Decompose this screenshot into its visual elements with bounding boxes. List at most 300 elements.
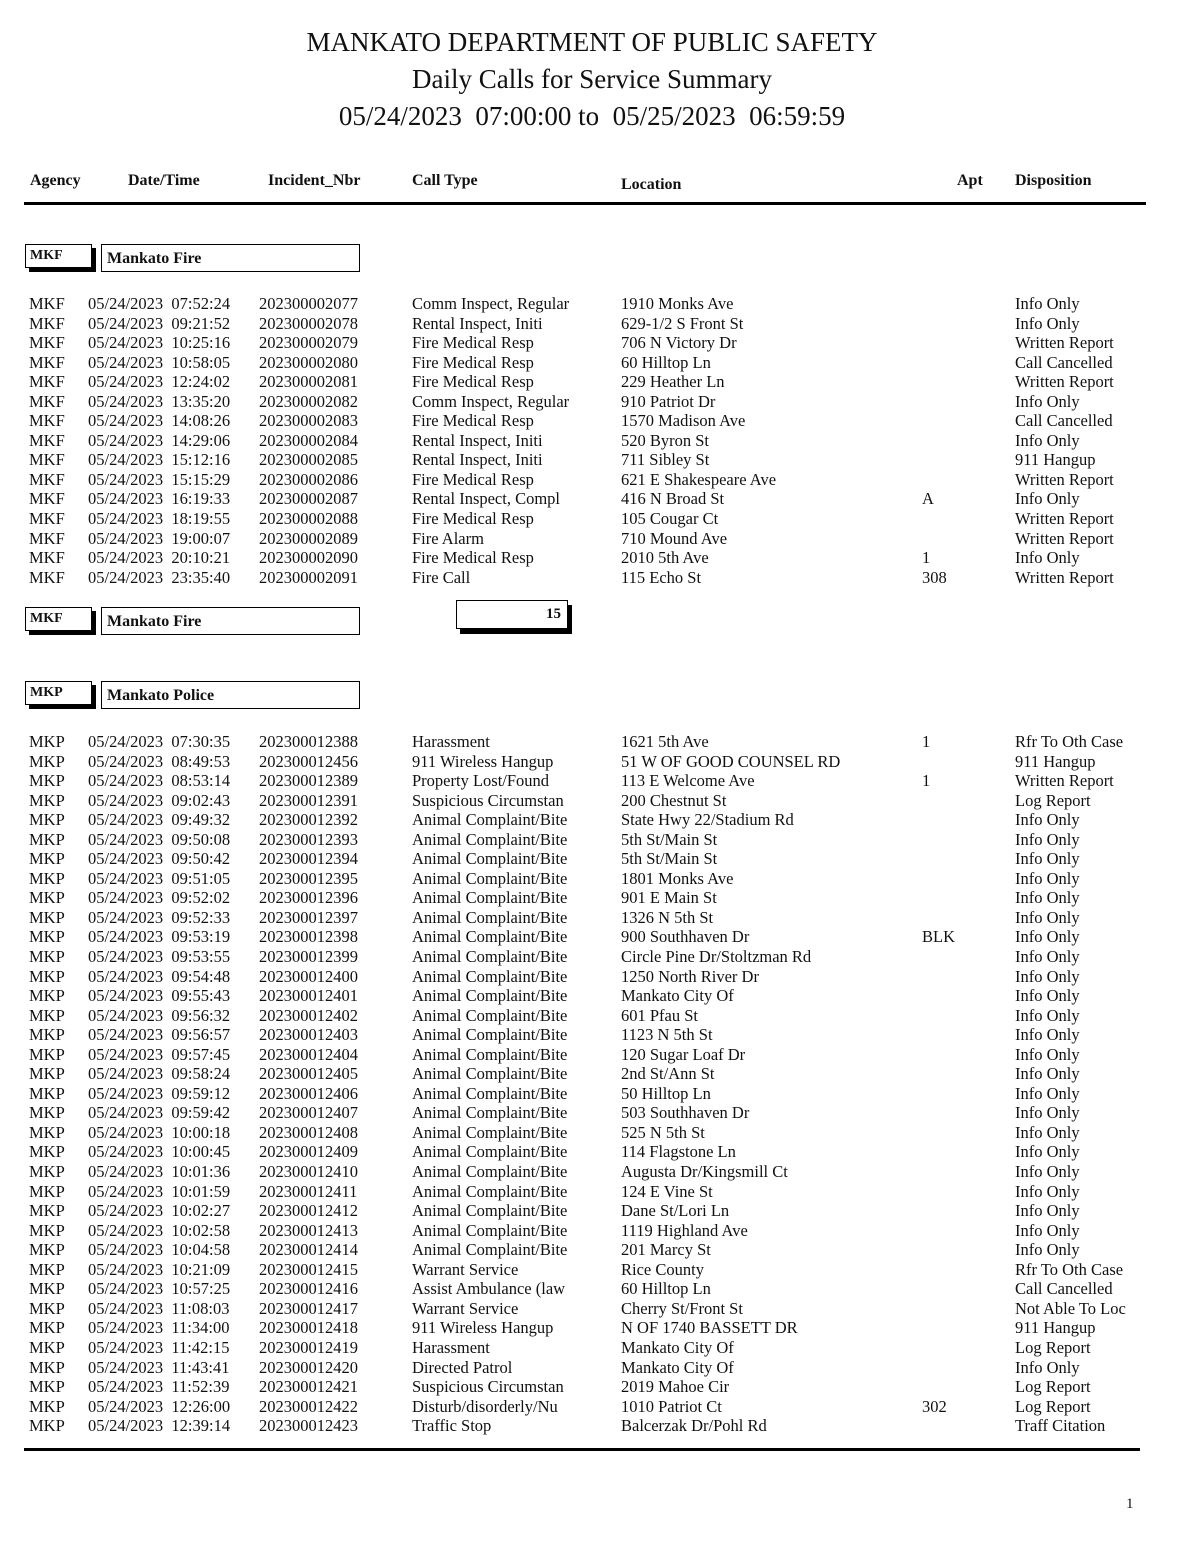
location-cell: 1250 North River Dr bbox=[621, 966, 759, 986]
apt-cell: 1 bbox=[922, 732, 931, 751]
incident-cell: 202300012392 bbox=[259, 810, 358, 830]
location-cell: 1621 5th Ave bbox=[621, 732, 709, 751]
datetime-cell: 05/24/2023 09:02:43 bbox=[88, 790, 231, 810]
table-row bbox=[0, 509, 1200, 529]
location-cell: 1570 Madison Ave bbox=[621, 411, 746, 431]
disposition-cell: Written Report bbox=[1015, 333, 1114, 353]
disposition-cell: Log Report bbox=[1015, 790, 1091, 810]
disposition-cell: Info Only bbox=[1015, 294, 1080, 313]
incident-cell: 202300012410 bbox=[259, 1162, 358, 1182]
location-cell: 901 E Main St bbox=[621, 888, 717, 908]
incident-cell: 202300012414 bbox=[259, 1240, 358, 1260]
datetime-cell: 05/24/2023 08:53:14 bbox=[88, 771, 231, 791]
incident-cell: 202300012389 bbox=[259, 771, 358, 791]
datetime-cell: 05/24/2023 10:00:45 bbox=[88, 1142, 231, 1162]
agency-cell: MKF bbox=[29, 469, 65, 489]
apt-cell: BLK bbox=[922, 927, 955, 947]
call-type-cell: Animal Complaint/Bite bbox=[412, 1142, 568, 1162]
location-cell: Mankato City Of bbox=[621, 1357, 734, 1377]
table-row bbox=[0, 1240, 1200, 1260]
datetime-cell: 05/24/2023 12:26:00 bbox=[88, 1396, 231, 1416]
agency-cell: MKP bbox=[29, 829, 65, 849]
location-cell: 60 Hilltop Ln bbox=[621, 352, 711, 372]
agency-cell: MKP bbox=[29, 1220, 65, 1240]
location-cell: Circle Pine Dr/Stoltzman Rd bbox=[621, 947, 812, 967]
datetime-cell: 05/24/2023 09:54:48 bbox=[88, 966, 231, 986]
disposition-cell: Info Only bbox=[1015, 849, 1080, 869]
datetime-cell: 05/24/2023 11:08:03 bbox=[88, 1298, 230, 1318]
disposition-cell: Call Cancelled bbox=[1015, 411, 1113, 431]
table-row bbox=[0, 294, 1200, 314]
column-header-incident: Incident_Nbr bbox=[268, 172, 361, 189]
datetime-cell: 05/24/2023 07:30:35 bbox=[88, 732, 231, 751]
incident-cell: 202300002090 bbox=[259, 548, 358, 568]
table-row bbox=[0, 752, 1200, 772]
call-type-cell: Fire Medical Resp bbox=[412, 509, 534, 529]
incident-cell: 202300012421 bbox=[259, 1377, 358, 1397]
disposition-cell: Not Able To Loc bbox=[1015, 1298, 1126, 1318]
datetime-cell: 05/24/2023 09:58:24 bbox=[88, 1064, 231, 1084]
disposition-cell: Written Report bbox=[1015, 509, 1114, 529]
table-row bbox=[0, 830, 1200, 850]
call-type-cell: Harassment bbox=[412, 732, 490, 751]
location-cell: 50 Hilltop Ln bbox=[621, 1083, 711, 1103]
datetime-cell: 05/24/2023 09:53:19 bbox=[88, 927, 231, 947]
apt-cell: A bbox=[922, 489, 934, 509]
table-row bbox=[0, 1045, 1200, 1065]
call-type-cell: Animal Complaint/Bite bbox=[412, 1122, 568, 1142]
datetime-cell: 05/24/2023 09:51:05 bbox=[88, 868, 231, 888]
disposition-cell: Traff Citation bbox=[1015, 1416, 1106, 1436]
location-cell: 201 Marcy St bbox=[621, 1240, 711, 1260]
datetime-cell: 05/24/2023 18:19:55 bbox=[88, 509, 231, 529]
table-row bbox=[0, 548, 1200, 568]
table-row bbox=[0, 1377, 1200, 1397]
location-cell: 114 Flagstone Ln bbox=[621, 1142, 736, 1162]
location-cell: Balcerzak Dr/Pohl Rd bbox=[621, 1416, 767, 1436]
datetime-cell: 05/24/2023 10:21:09 bbox=[88, 1259, 231, 1279]
incident-cell: 202300012409 bbox=[259, 1142, 358, 1162]
disposition-cell: Info Only bbox=[1015, 888, 1080, 908]
call-type-cell: Comm Inspect, Regular bbox=[412, 391, 570, 411]
report-title: MANKATO DEPARTMENT OF PUBLIC SAFETY bbox=[306, 27, 878, 57]
fire-call-list bbox=[0, 294, 1200, 587]
datetime-cell: 05/24/2023 11:43:41 bbox=[88, 1357, 230, 1377]
incident-cell: 202300002089 bbox=[259, 528, 358, 548]
datetime-cell: 05/24/2023 09:56:32 bbox=[88, 1005, 231, 1025]
disposition-cell: Info Only bbox=[1015, 868, 1080, 888]
disposition-cell: Log Report bbox=[1015, 1377, 1091, 1397]
table-row bbox=[0, 927, 1200, 947]
agency-cell: MKP bbox=[29, 790, 65, 810]
location-cell: 706 N Victory Dr bbox=[621, 333, 737, 353]
datetime-cell: 05/24/2023 10:02:58 bbox=[88, 1220, 231, 1240]
incident-cell: 202300012412 bbox=[259, 1201, 358, 1221]
disposition-cell: Info Only bbox=[1015, 1201, 1080, 1221]
table-row bbox=[0, 1318, 1200, 1338]
call-type-cell: Animal Complaint/Bite bbox=[412, 947, 568, 967]
disposition-cell: Info Only bbox=[1015, 548, 1080, 568]
call-type-cell: Warrant Service bbox=[412, 1259, 519, 1279]
datetime-cell: 05/24/2023 08:49:53 bbox=[88, 751, 231, 771]
fire-agency-name-box: Mankato Fire bbox=[101, 244, 360, 272]
location-cell: 200 Chestnut St bbox=[621, 790, 727, 810]
agency-cell: MKP bbox=[29, 1122, 65, 1142]
incident-cell: 202300012423 bbox=[259, 1416, 358, 1436]
table-row bbox=[0, 1064, 1200, 1084]
column-header-datetime: Date/Time bbox=[128, 172, 200, 189]
location-cell: 1910 Monks Ave bbox=[621, 294, 734, 313]
call-type-cell: Assist Ambulance (law bbox=[412, 1279, 566, 1299]
datetime-cell: 05/24/2023 10:00:18 bbox=[88, 1122, 231, 1142]
datetime-cell: 05/24/2023 09:49:32 bbox=[88, 810, 231, 830]
datetime-cell: 05/24/2023 09:50:42 bbox=[88, 849, 231, 869]
disposition-cell: 911 Hangup bbox=[1015, 450, 1096, 470]
agency-cell: MKP bbox=[29, 927, 65, 947]
location-cell: 2019 Mahoe Cir bbox=[621, 1377, 730, 1397]
table-row bbox=[0, 431, 1200, 451]
incident-cell: 202300012456 bbox=[259, 751, 358, 771]
call-type-cell: Animal Complaint/Bite bbox=[412, 1064, 568, 1084]
disposition-cell: Info Only bbox=[1015, 391, 1080, 411]
datetime-cell: 05/24/2023 09:56:57 bbox=[88, 1025, 231, 1045]
location-cell: Mankato City Of bbox=[621, 1337, 734, 1357]
disposition-cell: Info Only bbox=[1015, 1220, 1080, 1240]
disposition-cell: Info Only bbox=[1015, 1142, 1080, 1162]
location-cell: Dane St/Lori Ln bbox=[621, 1201, 730, 1221]
location-cell: Cherry St/Front St bbox=[621, 1298, 743, 1318]
call-type-cell: Animal Complaint/Bite bbox=[412, 1044, 568, 1064]
call-type-cell: Property Lost/Found bbox=[412, 771, 550, 791]
datetime-cell: 05/24/2023 09:57:45 bbox=[88, 1044, 231, 1064]
agency-cell: MKF bbox=[29, 509, 65, 529]
agency-cell: MKP bbox=[29, 966, 65, 986]
agency-cell: MKP bbox=[29, 1318, 65, 1338]
incident-cell: 202300002084 bbox=[259, 430, 358, 450]
disposition-cell: Call Cancelled bbox=[1015, 1279, 1113, 1299]
table-row bbox=[0, 869, 1200, 889]
datetime-cell: 05/24/2023 11:42:15 bbox=[88, 1337, 230, 1357]
apt-cell: 302 bbox=[922, 1396, 947, 1416]
table-row bbox=[0, 1084, 1200, 1104]
disposition-cell: Info Only bbox=[1015, 313, 1080, 333]
agency-cell: MKP bbox=[29, 1025, 65, 1045]
disposition-cell: Info Only bbox=[1015, 430, 1080, 450]
agency-cell: MKF bbox=[29, 528, 65, 548]
incident-cell: 202300012413 bbox=[259, 1220, 358, 1240]
call-type-cell: Animal Complaint/Bite bbox=[412, 1181, 568, 1201]
fire-call-count-box: 15 bbox=[456, 600, 568, 629]
incident-cell: 202300002088 bbox=[259, 509, 358, 529]
incident-cell: 202300012391 bbox=[259, 790, 358, 810]
location-cell: 520 Byron St bbox=[621, 430, 710, 450]
location-cell: 5th St/Main St bbox=[621, 849, 718, 869]
call-type-cell: Animal Complaint/Bite bbox=[412, 810, 568, 830]
disposition-cell: 911 Hangup bbox=[1015, 751, 1096, 771]
location-cell: 2010 5th Ave bbox=[621, 548, 709, 568]
agency-cell: MKP bbox=[29, 1044, 65, 1064]
call-type-cell: Animal Complaint/Bite bbox=[412, 1083, 568, 1103]
column-header-disposition: Disposition bbox=[1015, 172, 1092, 189]
table-row bbox=[0, 1221, 1200, 1241]
location-cell: 416 N Broad St bbox=[621, 489, 725, 509]
incident-cell: 202300012417 bbox=[259, 1298, 358, 1318]
disposition-cell: Info Only bbox=[1015, 966, 1080, 986]
location-cell: 503 Southhaven Dr bbox=[621, 1103, 750, 1123]
incident-cell: 202300002082 bbox=[259, 391, 358, 411]
datetime-cell: 05/24/2023 23:35:40 bbox=[88, 567, 231, 587]
agency-cell: MKP bbox=[29, 1240, 65, 1260]
agency-cell: MKF bbox=[29, 548, 65, 568]
agency-cell: MKF bbox=[29, 391, 65, 411]
incident-cell: 202300012388 bbox=[259, 732, 358, 751]
location-cell: 621 E Shakespeare Ave bbox=[621, 469, 777, 489]
agency-cell: MKF bbox=[29, 313, 65, 333]
incident-cell: 202300002085 bbox=[259, 450, 358, 470]
table-row bbox=[0, 1162, 1200, 1182]
agency-cell: MKP bbox=[29, 1162, 65, 1182]
incident-cell: 202300002078 bbox=[259, 313, 358, 333]
table-row bbox=[0, 1025, 1200, 1045]
location-cell: 1801 Monks Ave bbox=[621, 868, 734, 888]
table-row bbox=[0, 771, 1200, 791]
table-row bbox=[0, 1142, 1200, 1162]
table-row bbox=[0, 450, 1200, 470]
table-row bbox=[0, 967, 1200, 987]
location-cell: 115 Echo St bbox=[621, 567, 702, 587]
location-cell: N OF 1740 BASSETT DR bbox=[621, 1318, 798, 1338]
datetime-cell: 05/24/2023 10:02:27 bbox=[88, 1201, 231, 1221]
agency-cell: MKP bbox=[29, 1201, 65, 1221]
agency-cell: MKP bbox=[29, 868, 65, 888]
location-cell: 60 Hilltop Ln bbox=[621, 1279, 711, 1299]
call-type-cell: Animal Complaint/Bite bbox=[412, 1201, 568, 1221]
location-cell: 2nd St/Ann St bbox=[621, 1064, 715, 1084]
fire-footer-name-box: Mankato Fire bbox=[101, 607, 360, 635]
datetime-cell: 05/24/2023 14:08:26 bbox=[88, 411, 231, 431]
call-type-cell: Traffic Stop bbox=[412, 1416, 492, 1436]
incident-cell: 202300012399 bbox=[259, 947, 358, 967]
call-type-cell: Rental Inspect, Initi bbox=[412, 450, 543, 470]
agency-cell: MKP bbox=[29, 888, 65, 908]
incident-cell: 202300002086 bbox=[259, 469, 358, 489]
call-type-cell: Fire Medical Resp bbox=[412, 411, 534, 431]
datetime-cell: 05/24/2023 09:52:02 bbox=[88, 888, 231, 908]
call-type-cell: 911 Wireless Hangup bbox=[412, 751, 554, 771]
agency-cell: MKP bbox=[29, 986, 65, 1006]
agency-cell: MKP bbox=[29, 1142, 65, 1162]
table-row bbox=[0, 333, 1200, 353]
call-type-cell: Suspicious Circumstan bbox=[412, 790, 564, 810]
police-agency-code-box: MKP bbox=[25, 681, 92, 705]
location-cell: 105 Cougar Ct bbox=[621, 509, 719, 529]
table-row bbox=[0, 986, 1200, 1006]
call-type-cell: Disturb/disorderly/Nu bbox=[412, 1396, 558, 1416]
report-date-range: 05/24/2023 07:00:00 to 05/25/2023 06:59:59 bbox=[338, 101, 846, 131]
location-cell: 525 N 5th St bbox=[621, 1122, 705, 1142]
location-cell: 120 Sugar Loaf Dr bbox=[621, 1044, 746, 1064]
table-row bbox=[0, 529, 1200, 549]
agency-cell: MKP bbox=[29, 1377, 65, 1397]
datetime-cell: 05/24/2023 10:04:58 bbox=[88, 1240, 231, 1260]
incident-cell: 202300012402 bbox=[259, 1005, 358, 1025]
disposition-cell: Written Report bbox=[1015, 771, 1114, 791]
call-type-cell: Directed Patrol bbox=[412, 1357, 513, 1377]
location-cell: 601 Pfau St bbox=[621, 1005, 699, 1025]
location-cell: Augusta Dr/Kingsmill Ct bbox=[621, 1162, 788, 1182]
datetime-cell: 05/24/2023 11:34:00 bbox=[88, 1318, 230, 1338]
datetime-cell: 05/24/2023 20:10:21 bbox=[88, 548, 231, 568]
table-row bbox=[0, 908, 1200, 928]
disposition-cell: Info Only bbox=[1015, 1005, 1080, 1025]
table-row bbox=[0, 1182, 1200, 1202]
incident-cell: 202300012396 bbox=[259, 888, 358, 908]
datetime-cell: 05/24/2023 11:52:39 bbox=[88, 1377, 230, 1397]
table-row bbox=[0, 1201, 1200, 1221]
location-cell: 710 Mound Ave bbox=[621, 528, 728, 548]
call-type-cell: Suspicious Circumstan bbox=[412, 1377, 564, 1397]
agency-cell: MKP bbox=[29, 1416, 65, 1436]
incident-cell: 202300012393 bbox=[259, 829, 358, 849]
location-cell: 910 Patriot Dr bbox=[621, 391, 716, 411]
call-type-cell: Comm Inspect, Regular bbox=[412, 294, 570, 313]
disposition-cell: Info Only bbox=[1015, 1103, 1080, 1123]
agency-cell: MKF bbox=[29, 352, 65, 372]
incident-cell: 202300002081 bbox=[259, 372, 358, 392]
disposition-cell: Info Only bbox=[1015, 829, 1080, 849]
disposition-cell: Info Only bbox=[1015, 947, 1080, 967]
call-type-cell: Fire Medical Resp bbox=[412, 352, 534, 372]
datetime-cell: 05/24/2023 10:58:05 bbox=[88, 352, 231, 372]
agency-cell: MKP bbox=[29, 1279, 65, 1299]
disposition-cell: Info Only bbox=[1015, 927, 1080, 947]
police-agency-name-box: Mankato Police bbox=[101, 681, 360, 709]
agency-cell: MKP bbox=[29, 849, 65, 869]
call-type-cell: Animal Complaint/Bite bbox=[412, 966, 568, 986]
location-cell: 711 Sibley St bbox=[621, 450, 710, 470]
column-header-apt: Apt bbox=[957, 172, 983, 189]
disposition-cell: Written Report bbox=[1015, 372, 1114, 392]
incident-cell: 202300012418 bbox=[259, 1318, 358, 1338]
table-row bbox=[0, 810, 1200, 830]
column-header-agency: Agency bbox=[30, 172, 81, 189]
table-row bbox=[0, 353, 1200, 373]
call-type-cell: Animal Complaint/Bite bbox=[412, 849, 568, 869]
location-cell: 113 E Welcome Ave bbox=[621, 771, 755, 791]
header-divider bbox=[24, 202, 1146, 205]
incident-cell: 202300012395 bbox=[259, 868, 358, 888]
datetime-cell: 05/24/2023 07:52:24 bbox=[88, 294, 231, 313]
datetime-cell: 05/24/2023 12:39:14 bbox=[88, 1416, 231, 1436]
table-row bbox=[0, 470, 1200, 490]
incident-cell: 202300012411 bbox=[259, 1181, 358, 1201]
call-type-cell: Animal Complaint/Bite bbox=[412, 986, 568, 1006]
agency-cell: MKP bbox=[29, 1259, 65, 1279]
table-row bbox=[0, 1338, 1200, 1358]
location-cell: 629-1/2 S Front St bbox=[621, 313, 744, 333]
disposition-cell: Info Only bbox=[1015, 810, 1080, 830]
table-row bbox=[0, 791, 1200, 811]
table-row bbox=[0, 947, 1200, 967]
report-title-block bbox=[0, 24, 1184, 135]
disposition-cell: Call Cancelled bbox=[1015, 352, 1113, 372]
call-type-cell: Fire Medical Resp bbox=[412, 333, 534, 353]
apt-cell: 1 bbox=[922, 548, 931, 568]
incident-cell: 202300012420 bbox=[259, 1357, 358, 1377]
report-subtitle: Daily Calls for Service Summary bbox=[412, 64, 772, 94]
agency-cell: MKP bbox=[29, 810, 65, 830]
location-cell: 1123 N 5th St bbox=[621, 1025, 713, 1045]
incident-cell: 202300012398 bbox=[259, 927, 358, 947]
incident-cell: 202300012415 bbox=[259, 1259, 358, 1279]
call-type-cell: Animal Complaint/Bite bbox=[412, 1240, 568, 1260]
call-type-cell: Animal Complaint/Bite bbox=[412, 927, 568, 947]
table-row bbox=[0, 1279, 1200, 1299]
location-cell: 51 W OF GOOD COUNSEL RD bbox=[621, 751, 841, 771]
agency-cell: MKP bbox=[29, 1298, 65, 1318]
table-row bbox=[0, 1123, 1200, 1143]
agency-cell: MKF bbox=[29, 294, 65, 313]
column-header-call-type: Call Type bbox=[412, 172, 478, 189]
disposition-cell: Rfr To Oth Case bbox=[1015, 732, 1124, 751]
call-type-cell: Fire Medical Resp bbox=[412, 548, 534, 568]
call-type-cell: Fire Alarm bbox=[412, 528, 484, 548]
call-type-cell: Rental Inspect, Initi bbox=[412, 313, 543, 333]
incident-cell: 202300002083 bbox=[259, 411, 358, 431]
call-type-cell: Harassment bbox=[412, 1337, 490, 1357]
datetime-cell: 05/24/2023 14:29:06 bbox=[88, 430, 231, 450]
call-type-cell: Animal Complaint/Bite bbox=[412, 888, 568, 908]
datetime-cell: 05/24/2023 10:01:59 bbox=[88, 1181, 231, 1201]
agency-cell: MKP bbox=[29, 1181, 65, 1201]
table-row bbox=[0, 1103, 1200, 1123]
agency-cell: MKP bbox=[29, 1337, 65, 1357]
disposition-cell: Written Report bbox=[1015, 528, 1114, 548]
table-row bbox=[0, 1006, 1200, 1026]
incident-cell: 202300012408 bbox=[259, 1122, 358, 1142]
location-cell: 5th St/Main St bbox=[621, 829, 718, 849]
agency-cell: MKF bbox=[29, 450, 65, 470]
datetime-cell: 05/24/2023 09:52:33 bbox=[88, 907, 231, 927]
fire-agency-code-box: MKF bbox=[25, 244, 92, 268]
incident-cell: 202300012422 bbox=[259, 1396, 358, 1416]
incident-cell: 202300012405 bbox=[259, 1064, 358, 1084]
disposition-cell: Info Only bbox=[1015, 1044, 1080, 1064]
datetime-cell: 05/24/2023 09:21:52 bbox=[88, 313, 231, 333]
datetime-cell: 05/24/2023 15:15:29 bbox=[88, 469, 231, 489]
agency-cell: MKP bbox=[29, 1005, 65, 1025]
agency-cell: MKF bbox=[29, 567, 65, 587]
agency-cell: MKP bbox=[29, 907, 65, 927]
table-row bbox=[0, 489, 1200, 509]
call-type-cell: Fire Call bbox=[412, 567, 471, 587]
datetime-cell: 05/24/2023 12:24:02 bbox=[88, 372, 231, 392]
location-cell: 1010 Patriot Ct bbox=[621, 1396, 722, 1416]
agency-cell: MKF bbox=[29, 372, 65, 392]
datetime-cell: 05/24/2023 09:55:43 bbox=[88, 986, 231, 1006]
location-cell: 229 Heather Ln bbox=[621, 372, 725, 392]
datetime-cell: 05/24/2023 10:25:16 bbox=[88, 333, 231, 353]
table-row bbox=[0, 1260, 1200, 1280]
location-cell: 124 E Vine St bbox=[621, 1181, 713, 1201]
call-type-cell: Warrant Service bbox=[412, 1298, 519, 1318]
datetime-cell: 05/24/2023 15:12:16 bbox=[88, 450, 231, 470]
location-cell: 1326 N 5th St bbox=[621, 907, 714, 927]
table-row bbox=[0, 888, 1200, 908]
disposition-cell: Info Only bbox=[1015, 1162, 1080, 1182]
disposition-cell: Info Only bbox=[1015, 986, 1080, 1006]
table-row bbox=[0, 1416, 1200, 1436]
